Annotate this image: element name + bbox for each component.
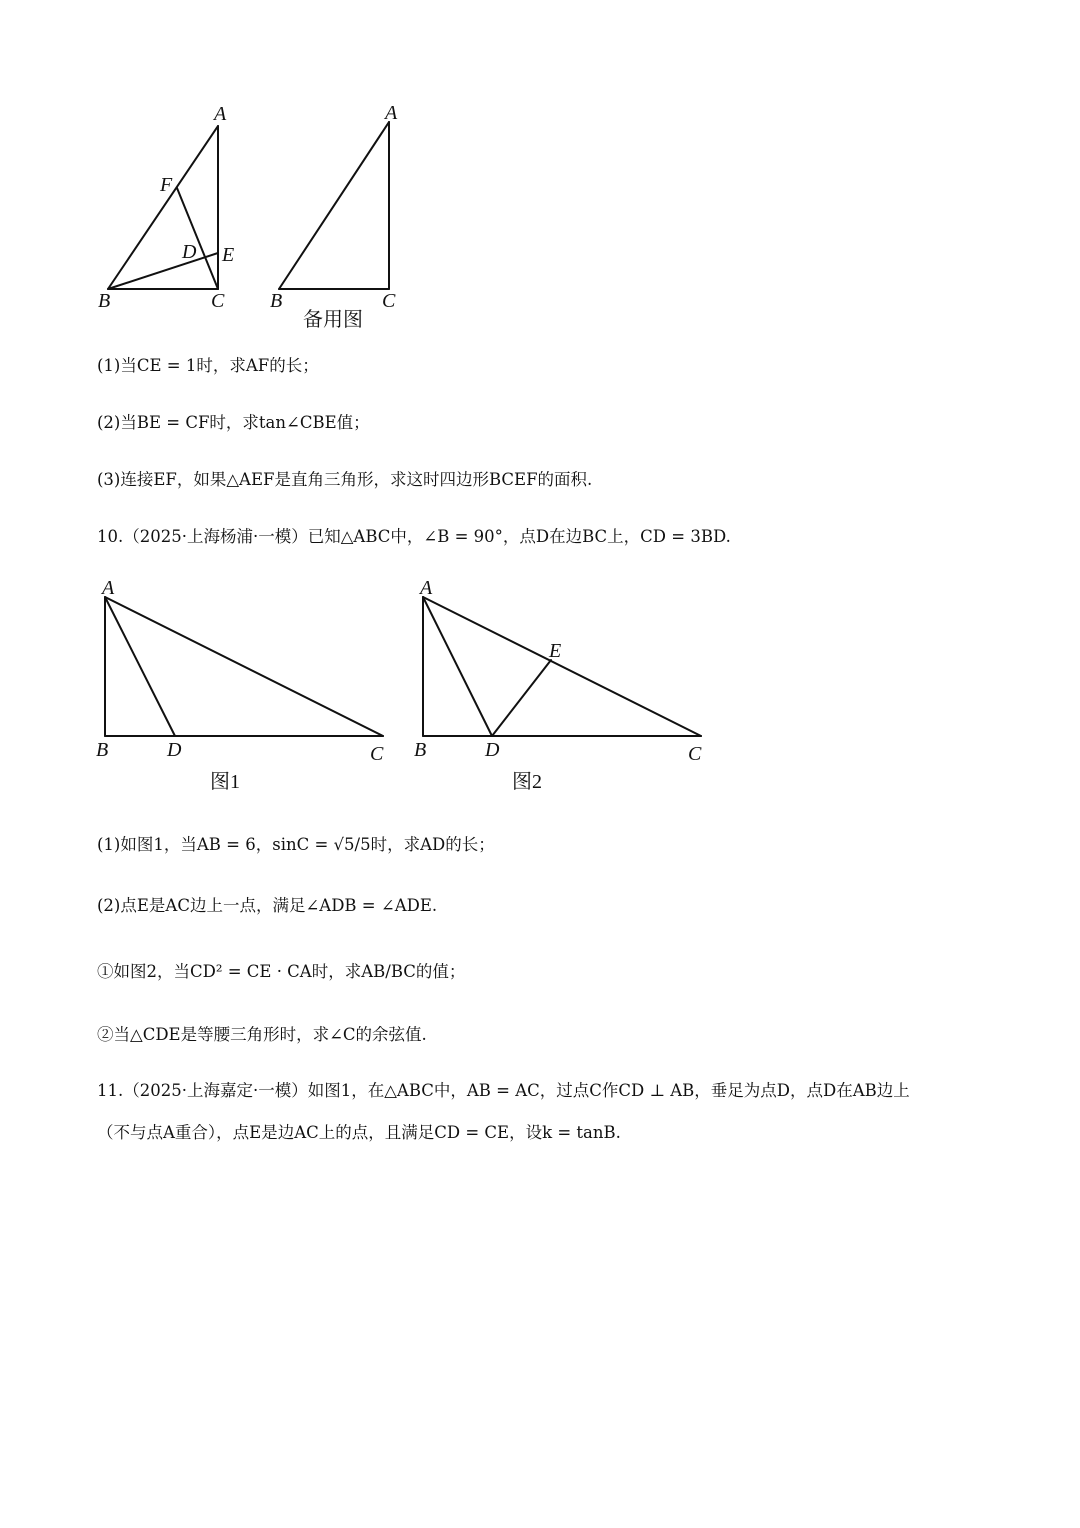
point-label: F bbox=[160, 174, 173, 196]
point-label: B bbox=[98, 290, 111, 312]
point-label: D bbox=[182, 241, 197, 263]
figure-top-backup bbox=[270, 102, 398, 331]
figure-caption: 图1 bbox=[210, 771, 240, 793]
q9-part-1: (1)当CE = 1时，求AF的长； bbox=[97, 356, 319, 375]
point-label: B bbox=[96, 739, 109, 761]
segment-BE bbox=[108, 253, 218, 289]
point-label: B bbox=[270, 290, 283, 312]
point-label: A bbox=[214, 103, 227, 125]
q10-part-1: (1)如图1，当AB = 6，sinC = √5/5时，求AD的长； bbox=[97, 835, 495, 854]
q10-part-2: (2)点E是AC边上一点，满足∠ADB = ∠ADE. bbox=[97, 896, 438, 915]
point-label: E bbox=[549, 640, 562, 662]
point-label: D bbox=[485, 739, 500, 761]
segment-AB bbox=[108, 126, 218, 289]
point-label: C bbox=[688, 743, 702, 765]
q10-part-2-sub-2: ②当△CDE是等腰三角形时，求∠C的余弦值. bbox=[97, 1025, 427, 1044]
figure-caption: 备用图 bbox=[303, 309, 363, 331]
segment-AC bbox=[105, 597, 383, 736]
q9-part-3: (3)连接EF，如果△AEF是直角三角形，求这时四边形BCEF的面积. bbox=[97, 470, 593, 489]
q10-stem: 10.（2025·上海杨浦·一模）已知△ABC中，∠B = 90°，点D在边BC上，CD = 3BD. bbox=[97, 527, 731, 546]
point-label: E bbox=[222, 244, 235, 266]
point-label: D bbox=[167, 739, 182, 761]
point-label: A bbox=[420, 577, 433, 599]
q11-stem-line-1: 11.（2025·上海嘉定·一模）如图1，在△ABC中，AB = AC，过点C作CD ⊥ AB，垂足为点D，点D在AB边上 bbox=[97, 1081, 910, 1100]
point-label: C bbox=[370, 743, 384, 765]
point-label: C bbox=[382, 290, 396, 312]
segment-AD bbox=[423, 597, 492, 736]
point-label: C bbox=[211, 290, 225, 312]
figure-top-main bbox=[98, 103, 234, 312]
segment-AC bbox=[423, 597, 701, 736]
q9-part-2: (2)当BE = CF时，求tan∠CBE值； bbox=[97, 413, 370, 432]
segment-AB bbox=[279, 122, 389, 289]
point-label: A bbox=[102, 577, 115, 599]
figure-caption: 图2 bbox=[512, 771, 542, 793]
segment-AD bbox=[105, 597, 175, 736]
figure-q10-2 bbox=[414, 577, 702, 793]
figure-q10-1 bbox=[96, 577, 384, 793]
q11-stem-line-2: （不与点A重合），点E是边AC上的点，且满足CD = CE，设k = tanB. bbox=[97, 1123, 621, 1142]
segment-FC bbox=[177, 188, 218, 289]
q10-part-2-sub-1: ①如图2，当CD² = CE · CA时，求AB/BC的值； bbox=[97, 962, 466, 981]
point-label: A bbox=[385, 102, 398, 124]
point-label: B bbox=[414, 739, 427, 761]
segment-DE bbox=[492, 660, 551, 736]
